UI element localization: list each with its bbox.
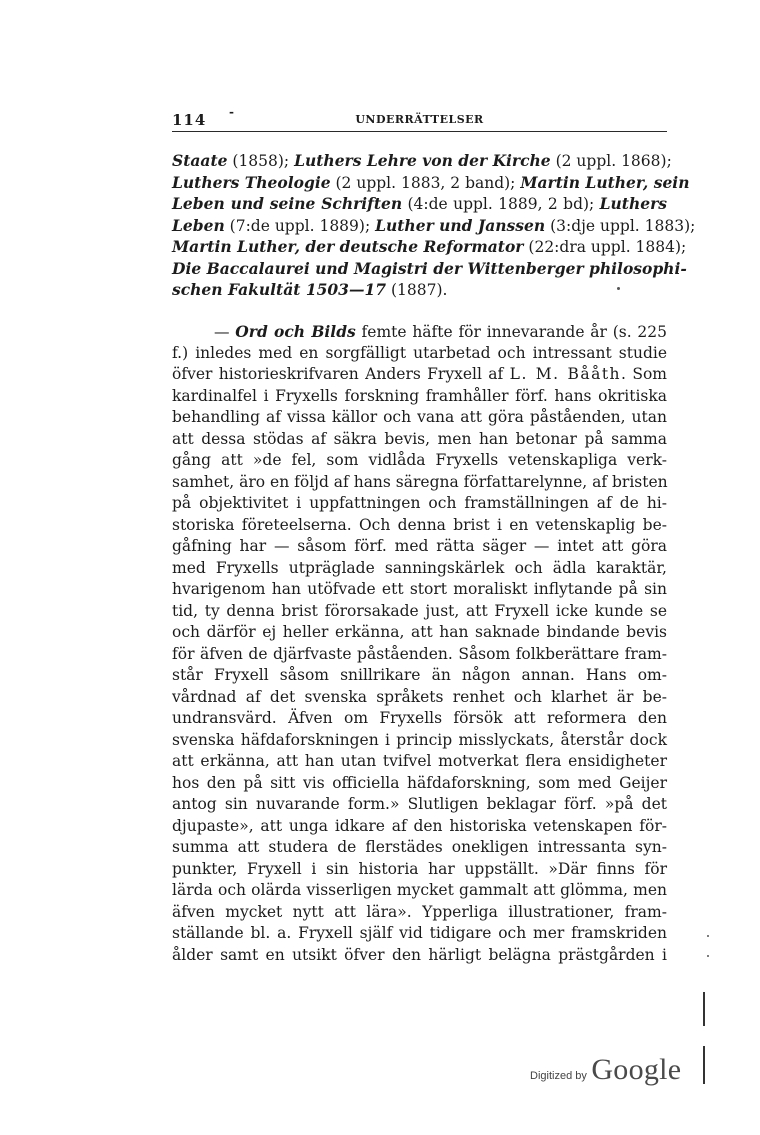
text-run: undransvärd. Äfven om Fryxells försök att reformera den: [172, 709, 667, 727]
text-run: djupaste», att unga idkare af den historiska vetenskapen för-: [172, 816, 667, 835]
google-watermark: [530, 1053, 681, 1087]
text-run: (1858);: [227, 152, 295, 170]
article-paragraph: [172, 321, 667, 966]
text-line: [172, 923, 667, 945]
bibliography-block: [172, 150, 696, 301]
italic-title-text: Martin Luther, der deutsche Reformator: [172, 237, 524, 256]
header-dash: -: [229, 105, 234, 119]
text-line: [172, 236, 687, 258]
text-run: lärda och olärda visserligen mycket gammalt att glömma, men: [172, 881, 667, 899]
text-line: [172, 837, 667, 859]
text-run: . Som: [621, 365, 667, 383]
text-run: —: [214, 323, 236, 341]
text-run: hos den på sitt vis officiella häfdaforskning, som med Geijer: [172, 773, 667, 792]
text-line: [172, 536, 667, 558]
text-line: [172, 279, 667, 301]
text-run: behandling af vissa källor och vana att göra påståenden, utan: [172, 408, 667, 426]
text-run: kardinalfel i Fryxells forskning framhåller förf. hans okritiska: [172, 386, 667, 405]
text-run: (4:de uppl. 1889, 2 bd);: [402, 195, 600, 213]
text-line: [172, 386, 667, 408]
text-run: ställande bl. a. Fryxell själf vid tidigare och mer framskriden: [172, 924, 667, 942]
italic-title-text: Ord och Bilds: [235, 322, 356, 341]
text-run: att erkänna, att han utan tvifvel motverkat flera ensidigheter: [172, 752, 667, 770]
text-line: [172, 859, 667, 881]
text-line: [172, 215, 696, 237]
text-run: f.) inledes med en sorgfälligt utarbetad och intressant studie: [172, 343, 667, 362]
text-run: öfver historieskrifvaren Anders Fryxell af: [172, 365, 510, 383]
text-line: [172, 687, 667, 709]
text-line: [172, 601, 667, 623]
text-line: [172, 429, 667, 451]
text-run: summa att studera de flerstädes onekligen intressanta syn-: [172, 838, 667, 856]
italic-title-text: Luther und Janssen: [375, 215, 546, 235]
text-run: för äfven de djärfvaste påståenden. Såsom folkberättare fram-: [172, 644, 667, 663]
text-run: (2 uppl. 1883, 2 band);: [330, 173, 521, 192]
text-line: [172, 794, 667, 816]
text-line: [172, 665, 667, 687]
text-run: antog sin nuvarande form.» Slutligen beklagar förf. »på det: [172, 795, 667, 813]
text-line: [172, 493, 667, 515]
scan-spot: [707, 935, 709, 937]
italic-title-text: Luthers Theologie: [172, 172, 331, 192]
text-run: att dessa stödas af säkra bevis, men han betonar på samma: [172, 429, 667, 448]
italic-title-text: Luthers: [599, 194, 667, 213]
text-line: [172, 150, 672, 172]
italic-title-text: Leben und seine Schriften: [172, 194, 403, 213]
italic-title-text: Luthers Lehre von der Kirche: [294, 151, 551, 170]
digitized-by-label: Digitized by: [530, 1070, 587, 1082]
text-line: [172, 751, 667, 773]
page-number: 114: [172, 111, 207, 129]
text-run: står Fryxell såsom snillrikare än någon annan. Hans om-: [172, 666, 667, 684]
text-line: [172, 945, 667, 967]
text-run: storiska företeelserna. Och denna brist i en vetenskaplig be-: [172, 515, 667, 534]
text-run: punkter, Fryxell i sin historia har uppställt. »Där finns för: [172, 859, 667, 878]
google-logo: Google: [591, 1053, 682, 1086]
text-run: (1887).: [386, 281, 448, 299]
text-run: vårdnad af det svenska språkets renhet och klarhet är be-: [172, 687, 667, 706]
italic-title-text: schen Fakultät 1503—17: [172, 280, 387, 299]
italic-title-text: Die Baccalaurei und Magistri der Wittenberger philosophi-: [172, 258, 687, 278]
text-line: [172, 172, 690, 194]
margin-mark: [703, 1046, 705, 1084]
text-line: [172, 880, 667, 902]
text-run: femte häfte för innevarande år (s. 225: [355, 323, 667, 341]
text-line: [172, 708, 667, 730]
text-line: [172, 558, 667, 580]
text-line: [172, 730, 667, 752]
text-run: på objektivitet i uppfattningen och framställningen af de hi-: [172, 494, 667, 512]
text-line: [172, 193, 667, 215]
text-line: [172, 343, 667, 365]
margin-mark: [703, 992, 705, 1026]
text-line: [172, 364, 667, 386]
text-run: gåfning har — såsom förf. med rätta säger — intet att göra: [172, 537, 667, 555]
text-run: gång att »de fel, som vidlåda Fryxells vetenskapliga verk-: [172, 451, 667, 469]
text-run: (7:de uppl. 1889);: [224, 216, 376, 235]
text-run: (22:dra uppl. 1884);: [523, 238, 687, 256]
text-run: (2 uppl. 1868);: [550, 152, 672, 170]
author-name-text: L. M. Bååth: [509, 365, 622, 383]
text-line: [172, 258, 687, 280]
scan-spot: [617, 287, 620, 290]
text-run: samhet, äro en följd af hans säregna författarelynne, af bristen: [172, 472, 668, 491]
running-title: UNDERRÄTTELSER: [355, 113, 484, 126]
text-line: [172, 472, 667, 494]
scan-spot: [707, 955, 709, 957]
text-run: äfven mycket nytt att lära». Ypperliga illustrationer, fram-: [172, 902, 667, 921]
text-line: [172, 816, 667, 838]
italic-title-text: Staate: [172, 151, 228, 170]
text-run: med Fryxells utpräglade sanningskärlek och ädla karaktär,: [172, 558, 667, 577]
italic-title-text: Leben: [172, 215, 225, 235]
text-line: [172, 450, 667, 472]
text-run: och därför ej heller erkänna, att han saknade bindande bevis: [172, 623, 667, 641]
page-header: [172, 105, 667, 132]
text-run: (3:dje uppl. 1883);: [545, 216, 696, 235]
text-run: svenska häfdaforskningen i princip misslyckats, återstår dock: [172, 730, 667, 749]
text-run: hvarigenom han utöfvade ett stort moraliskt inflytande på sin: [172, 580, 667, 598]
text-line: [172, 773, 667, 795]
italic-title-text: Martin Luther, sein: [520, 172, 690, 192]
text-line: [172, 321, 667, 343]
text-run: ålder samt en utsikt öfver den härligt belägna prästgården i: [172, 945, 667, 964]
text-line: [172, 902, 667, 924]
text-line: [172, 407, 667, 429]
text-line: [172, 515, 667, 537]
text-line: [172, 644, 667, 666]
text-line: [172, 579, 667, 601]
text-run: tid, ty denna brist förorsakade just, att Fryxell icke kunde se: [172, 601, 667, 620]
text-line: [172, 622, 667, 644]
